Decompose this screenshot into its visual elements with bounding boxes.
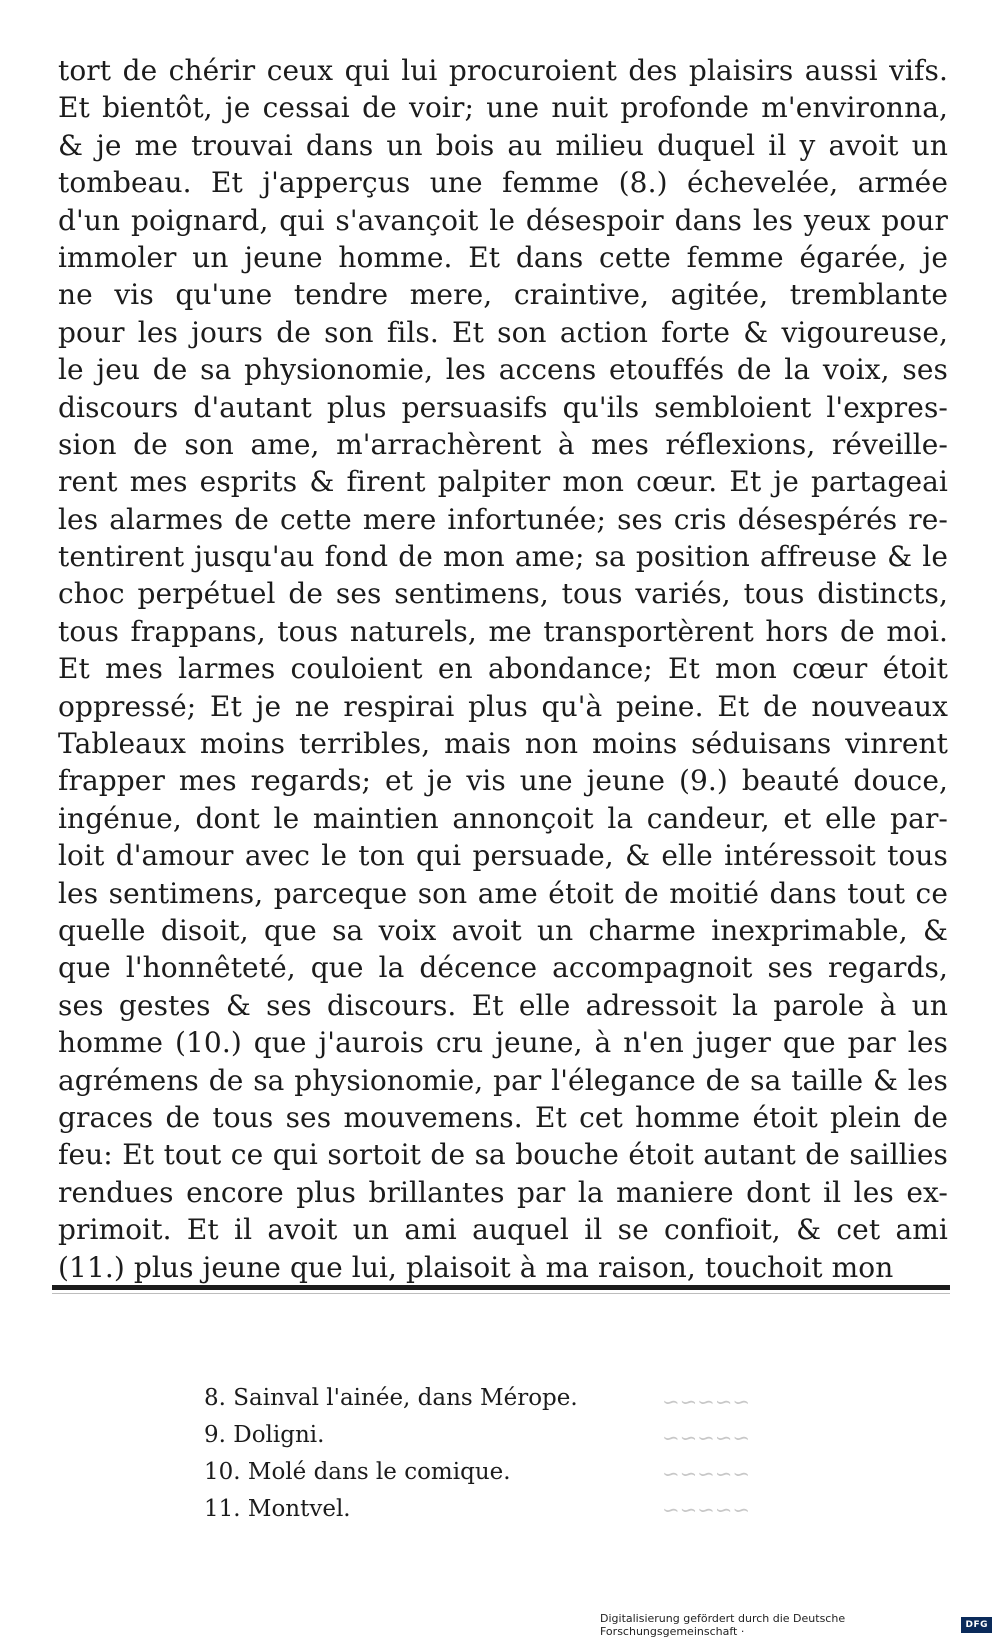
text-line: immoler un jeune homme. Et dans cette femme égarée, je — [58, 240, 948, 274]
funding-credit: Digitalisierung gefördert durch die Deutsche Forschungsgemeinschaft · — [600, 1612, 846, 1638]
text-line: ne vis qu'une tendre mere, craintive, agitée, tremblante — [58, 278, 948, 312]
text-line: d'un poignard, qui s'avançoit le désespoir dans les yeux pour — [58, 203, 948, 237]
text-line: Et bientôt, je cessai de voir; une nuit profonde m'environna, — [58, 91, 948, 125]
footnote-9: 9. Doligni. — [204, 1422, 325, 1448]
footnote-11: 11. Montvel. — [204, 1496, 351, 1522]
text-line: Tableaux moins terribles, mais non moins séduisans vinrent — [58, 727, 948, 761]
main-text — [58, 52, 948, 1286]
text-line: discours d'autant plus persuasifs qu'ils sembloient l'expres- — [58, 390, 948, 424]
text-line: (11.) plus jeune que lui, plaisoit à ma raison, touchoit mon — [58, 1250, 894, 1284]
text-line: quelle disoit, que sa voix avoit un charme inexprimable, & — [58, 913, 948, 947]
text-line: primoit. Et il avoit un ami auquel il se confioit, & cet ami — [58, 1213, 948, 1247]
text-line: pour les jours de son fils. Et son action forte & vigoureuse, — [58, 315, 948, 349]
text-line: tort de chérir ceux qui lui procuroient des plaisirs aussi vifs. — [58, 54, 948, 87]
text-line: graces de tous ses mouvemens. Et cet homme étoit plein de — [58, 1100, 948, 1134]
text-line: feu: Et tout ce qui sortoit de sa bouche étoit autant de saillies — [58, 1138, 948, 1172]
text-line: agrémens de sa physionomie, par l'élegance de sa taille & les — [58, 1063, 948, 1097]
text-line: loit d'amour avec le ton qui persuade, & elle intéressoit tous — [58, 839, 948, 873]
text-line: homme (10.) que j'aurois cru jeune, à n'en juger que par les — [58, 1026, 948, 1060]
text-line: les alarmes de cette mere infortunée; ses cris désespérés re- — [58, 502, 948, 536]
text-line: & je me trouvai dans un bois au milieu duquel il y avoit un — [58, 128, 948, 162]
text-line: choc perpétuel de ses sentimens, tous variés, tous distincts, — [58, 577, 948, 611]
text-line: oppressé; Et je ne respirai plus qu'à peine. Et de nouveaux — [58, 689, 948, 723]
footnotes — [204, 1380, 578, 1528]
bleed-line: ~~~~~ — [662, 1462, 750, 1486]
footnote-8: 8. Sainval l'ainée, dans Mérope. — [204, 1385, 578, 1411]
bleed-line: ~~~~~ — [662, 1498, 750, 1522]
text-line: ses gestes & ses discours. Et elle adressoit la parole à un — [58, 988, 948, 1022]
bleed-line: ~~~~~ — [662, 1390, 750, 1414]
text-line: que l'honnêteté, que la décence accompagnoit ses regards, — [58, 951, 948, 985]
text-line: frapper mes regards; et je vis une jeune (9.) beauté douce, — [58, 764, 948, 798]
footnote-separator-rule — [52, 1285, 950, 1290]
text-line: rendues encore plus brillantes par la maniere dont il les ex- — [58, 1175, 948, 1209]
bleed-line: ~~~~~ — [662, 1426, 750, 1450]
text-line: les sentimens, parceque son ame étoit de moitié dans tout ce — [58, 876, 948, 910]
text-line: rent mes esprits & firent palpiter mon cœur. Et je partageai — [58, 465, 948, 499]
text-line: Et mes larmes couloient en abondance; Et mon cœur étoit — [58, 652, 948, 686]
text-line: ingénue, dont le maintien annonçoit la candeur, et elle par- — [58, 801, 948, 835]
text-line: tombeau. Et j'apperçus une femme (8.) échevelée, armée — [58, 166, 948, 200]
text-line: tous frappans, tous naturels, me transportèrent hors de moi. — [58, 614, 948, 648]
footnote-10: 10. Molé dans le comique. — [204, 1459, 511, 1485]
text-line: tentirent jusqu'au fond de mon ame; sa position affreuse & le — [58, 540, 948, 574]
bleed-through-texture — [662, 1384, 750, 1528]
text-line: sion de son ame, m'arrachèrent à mes réflexions, réveille- — [58, 427, 948, 461]
dfg-logo: DFG — [961, 1617, 992, 1633]
text-line: le jeu de sa physionomie, les accens etouffés de la voix, ses — [58, 353, 948, 387]
digitization-footer — [600, 1614, 1000, 1636]
